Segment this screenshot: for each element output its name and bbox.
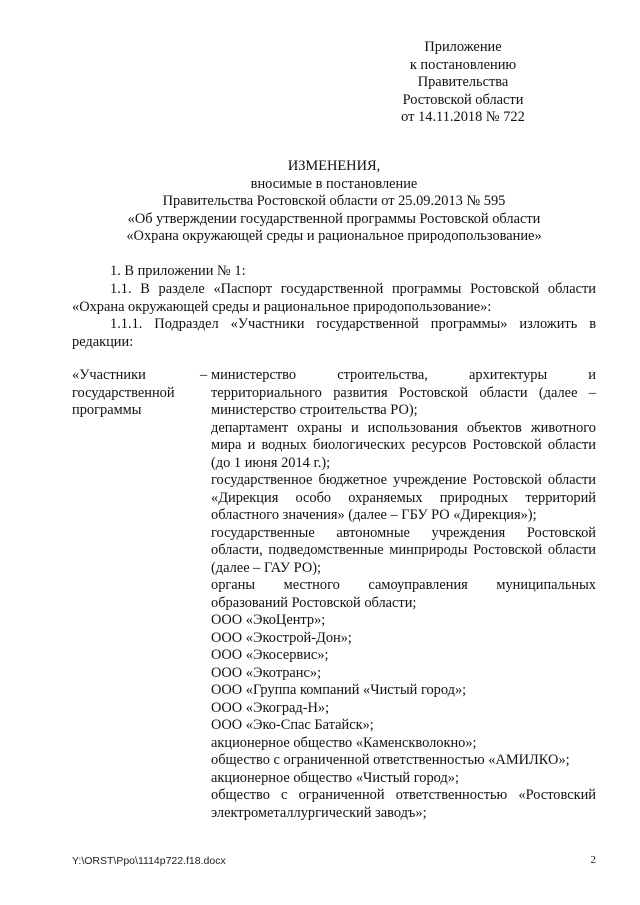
participant-item: ООО «Экотранс»; [211,664,322,681]
heading-line: «Об утверждении государственной программы Ростовской области [127,210,541,227]
heading-line: Правительства Ростовской области от 25.09.2013 № 595 [162,193,506,209]
paragraph-1-1-1: 1.1.1. Подраздел «Участники государственной программы» изложить в редакции: [72,316,596,350]
participant-item: ООО «Экоград-Н»; [211,699,330,716]
participants-label: «Участники государственной программы [72,367,175,418]
appendix-line: от 14.11.2018 № 722 [401,109,525,125]
paragraph-1: 1. В приложении № 1: [110,263,246,279]
participant-item: акционерное общество «Чистый город»; [211,769,459,786]
appendix-block [363,39,563,127]
participant-item: органы местного самоуправления муниципальных образований Ростовской области; [211,577,596,611]
heading-line: «Охрана окружающей среды и рациональное природопользование» [126,228,542,244]
participant-item: государственные автономные учреждения Ростовской области, подведомственные минприроды Ростовской области (далее – ГАУ РО); [211,524,596,576]
appendix-line: Приложение [424,39,502,55]
participant-item: акционерное общество «Каменскволокно»; [211,734,477,751]
participants-list [211,367,596,822]
participants-dash: – [200,367,208,383]
paragraph-1-1: 1.1. В разделе «Паспорт государственной программы Ростовской области «Охрана окружающей среды и рациональное природопользование»: [72,281,596,315]
participant-item: государственное бюджетное учреждение Ростовской области «Дирекция особо охраняемых природных территорий областного значения» (далее – ГБУ РО «Дирекция»); [211,472,596,523]
footer-page-number: 2 [590,854,596,866]
participant-item: ООО «Экосервис»; [211,647,329,663]
appendix-line: Ростовской области [402,91,524,108]
participant-item: министерство строительства, архитектуры и территориального развития Ростовской области (далее – министерство строительства РО); [211,367,596,418]
participant-item: общество с ограниченной ответственностью «АМИЛКО»; [211,752,570,768]
document-heading [72,158,596,246]
participant-item: ООО «Группа компаний «Чистый город»; [211,682,467,698]
footer-file-path: Y:\ORST\Ppo\1114p722.f18.docx [72,855,226,867]
heading-line: вносимые в постановление [250,175,418,192]
participant-item: департамент охраны и использования объектов животного мира и водных биологических ресурсов Ростовской области (до 1 июня 2014 г.); [211,419,596,471]
appendix-line: Правительства [417,74,509,90]
participant-item: ООО «Эко-Спас Батайск»; [211,717,374,733]
heading-title: ИЗМЕНЕНИЯ, [287,158,381,174]
participant-item: ООО «ЭкоЦентр»; [211,612,326,628]
participant-item: общество с ограниченной ответственностью «Ростовский электрометаллургический заводъ»; [211,787,596,821]
participant-item: ООО «Экострой-Дон»; [211,629,352,646]
appendix-line: к постановлению [409,56,517,73]
